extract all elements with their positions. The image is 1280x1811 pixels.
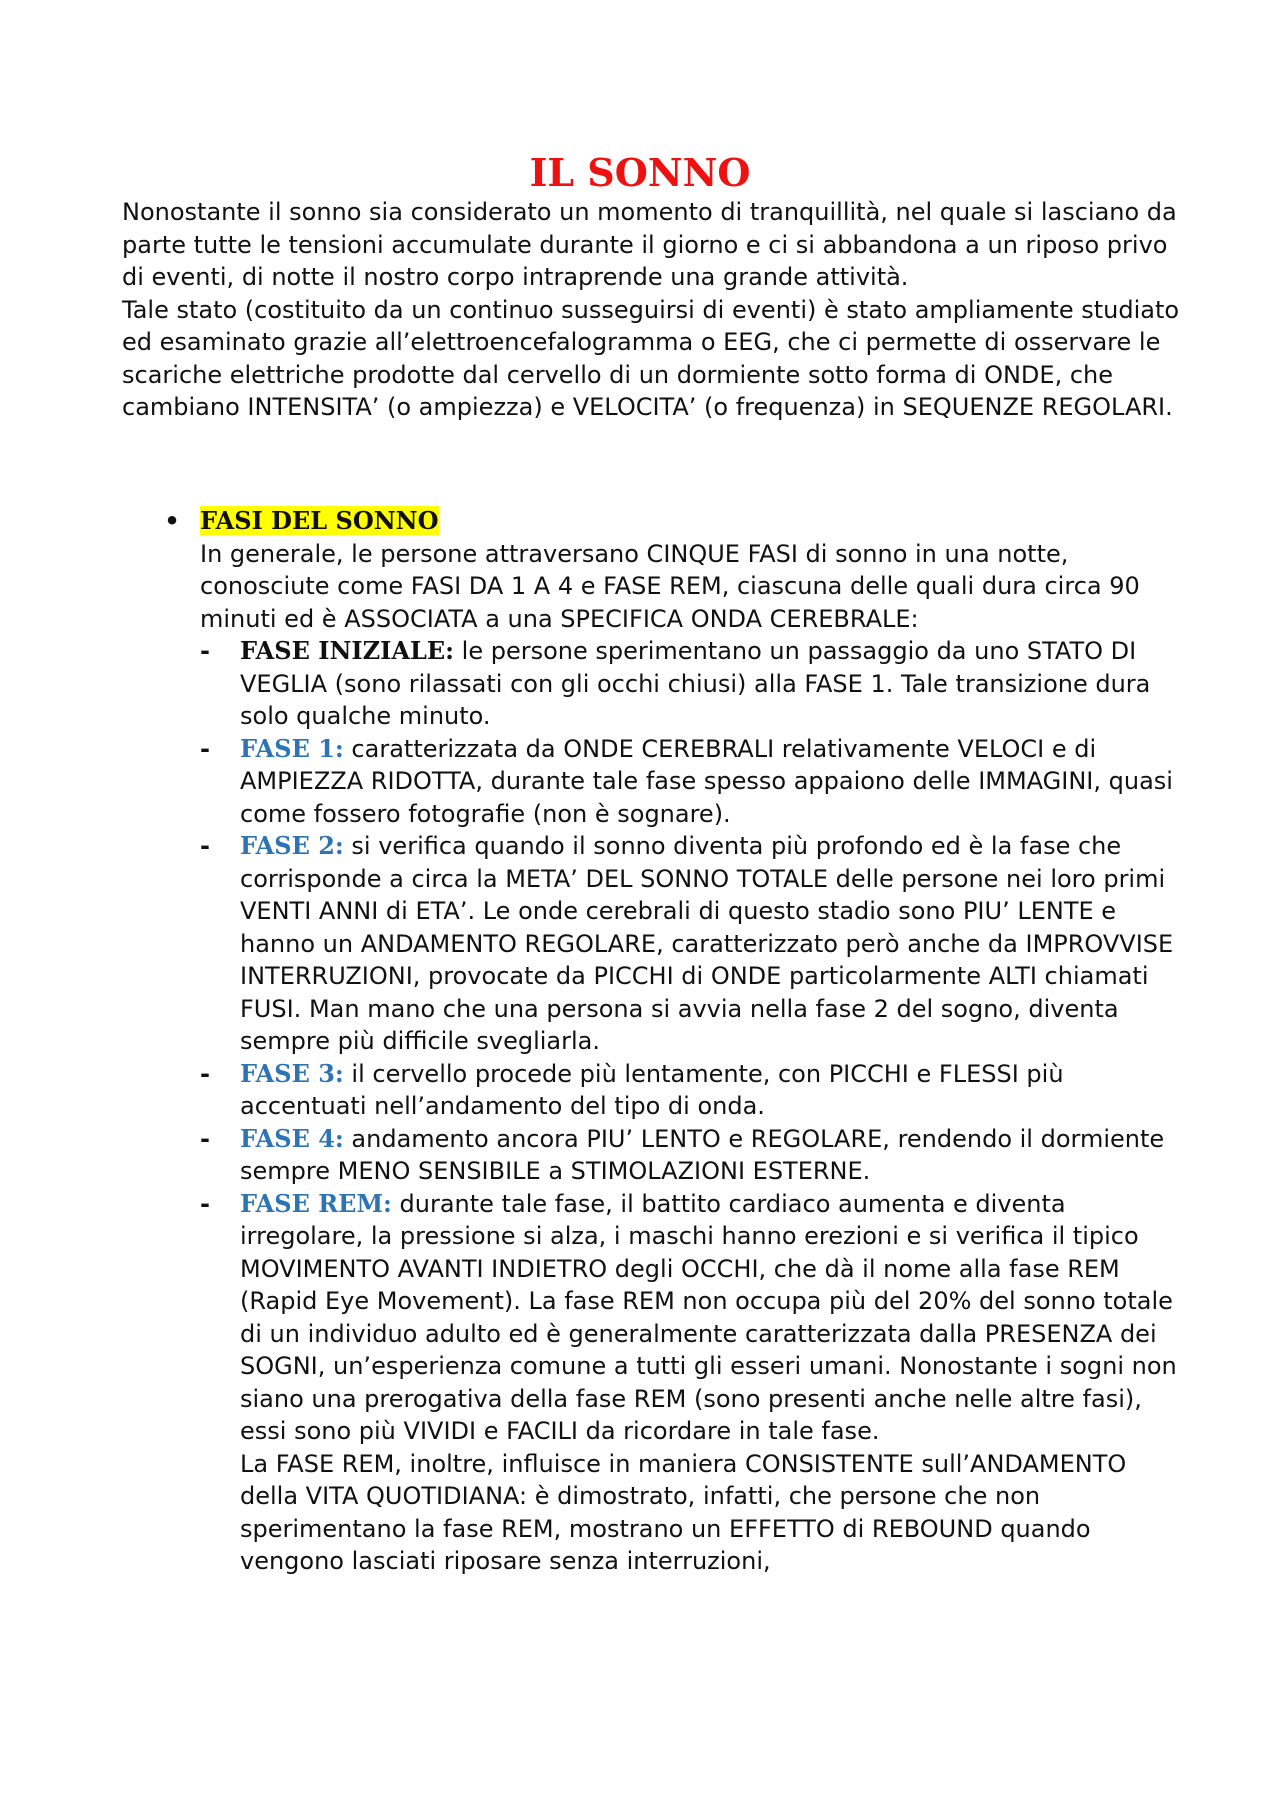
- phase-list: [122, 635, 1182, 1578]
- phase-item-iniziale: [122, 635, 1182, 733]
- dash-marker: -: [200, 637, 210, 665]
- phase-text: caratterizzata da ONDE CEREBRALI relativamente VELOCI e di AMPIEZZA RIDOTTA, durante tale fase spesso appaiono delle IMMAGINI, quasi come fossero fotografie (non è sognare).: [240, 734, 1173, 828]
- phase-item-1: [122, 733, 1182, 831]
- section-heading-row: [122, 505, 1182, 538]
- phase-label: FASE 2:: [240, 831, 344, 860]
- phase-label: FASE 4:: [240, 1123, 344, 1153]
- intro-paragraph-1: Nonostante il sonno sia considerato un momento di tranquillità, nel quale si lasciano da parte tutte le tensioni accumulate durante il giorno e ci si abbandona a un riposo privo di eventi, di notte il nostro corpo intraprende una grande attività.: [122, 198, 1177, 291]
- phase-item-3: [122, 1058, 1182, 1123]
- phase-label: FASE 1:: [240, 733, 344, 763]
- phase-item-rem: [122, 1188, 1182, 1578]
- intro-paragraph-2: Tale stato (costituito da un continuo susseguirsi di eventi) è stato ampliamente studiato ed esaminato grazie all’elettroencefalogramma o EEG, che ci permette di osservare le scariche elettriche prodotte dal cervello di un dormiente sotto forma di ONDE, che cambiano INTENSITA’ (o ampiezza) e VELOCITA’ (o frequenza) in SEQUENZE REGOLARI.: [122, 295, 1180, 421]
- phase-label: FASE REM:: [240, 1188, 392, 1218]
- section-heading: FASI DEL SONNO: [200, 506, 439, 535]
- phase-text: il cervello procede più lentamente, con PICCHI e FLESSI più accentuati nell’andamento del tipo di onda.: [240, 1059, 1064, 1120]
- bullet-icon: •: [164, 507, 180, 535]
- dash-marker: -: [200, 1059, 210, 1088]
- intro-text: [122, 196, 1182, 424]
- phase-text: le persone sperimentano un passaggio da uno STATO DI VEGLIA (sono rilassati con gli occhi chiusi) alla FASE 1. Tale transizione dura solo qualche minuto.: [240, 637, 1151, 730]
- phase-label: FASE INIZIALE:: [240, 636, 455, 665]
- phase-item-2: [122, 830, 1182, 1058]
- phase-text: andamento ancora PIU’ LENTO e REGOLARE, rendendo il dormiente sempre MENO SENSIBILE a STIMOLAZIONI ESTERNE.: [240, 1124, 1165, 1185]
- dash-marker: -: [200, 832, 210, 860]
- phase-text: si verifica quando il sonno diventa più profondo ed è la fase che corrisponde a circa la META’ DEL SONNO TOTALE delle persone nei loro primi VENTI ANNI di ETA’. Le onde cerebrali di questo stadio sono PIU’ LENTE e hanno un ANDAMENTO REGOLARE, caratterizzato però anche da IMPROVVISE INTERRUZIONI, provocate da PICCHI di ONDE particolarmente ALTI chiamati FUSI. Man mano che una persona si avvia nella fase 2 del sogno, diventa sempre più difficile svegliarla.: [240, 832, 1174, 1055]
- dash-marker: -: [200, 734, 210, 763]
- phase-text: durante tale fase, il battito cardiaco aumenta e diventa irregolare, la pressione si alza, i maschi hanno erezioni e si verifica il tipico MOVIMENTO AVANTI INDIETRO degli OCCHI, che dà il nome alla fase REM (Rapid Eye Movement). La fase REM non occupa più del 20% del sonno totale di un individuo adulto ed è generalmente caratterizzata dalla PRESENZA dei SOGNI, un’esperienza comune a tutti gli esseri umani. Nonostante i sogni non siano una prerogativa della fase REM (sono presenti anche nelle altre fasi), essi sono più VIVIDI e FACILI da ricordare in tale fase.: [240, 1189, 1177, 1445]
- phase-rem-extra-paragraph: La FASE REM, inoltre, influisce in maniera CONSISTENTE sull’ANDAMENTO della VITA QUOTIDIANA: è dimostrato, infatti, che persone che non sperimentano la fase REM, mostrano un EFFETTO di REBOUND quando vengono lasciati riposare senza interruzioni,: [240, 1449, 1127, 1575]
- section-fasi-del-sonno: [122, 505, 1182, 1578]
- phase-item-4: [122, 1123, 1182, 1188]
- section-intro: In generale, le persone attraversano CINQUE FASI di sonno in una notte, conosciute come FASI DA 1 A 4 e FASE REM, ciascuna delle quali dura circa 90 minuti ed è ASSOCIATA a una SPECIFICA ONDA CEREBRALE:: [200, 539, 1140, 633]
- dash-marker: -: [200, 1124, 210, 1153]
- phase-label: FASE 3:: [240, 1058, 344, 1088]
- dash-marker: -: [200, 1189, 210, 1218]
- document-title: IL SONNO: [529, 150, 751, 195]
